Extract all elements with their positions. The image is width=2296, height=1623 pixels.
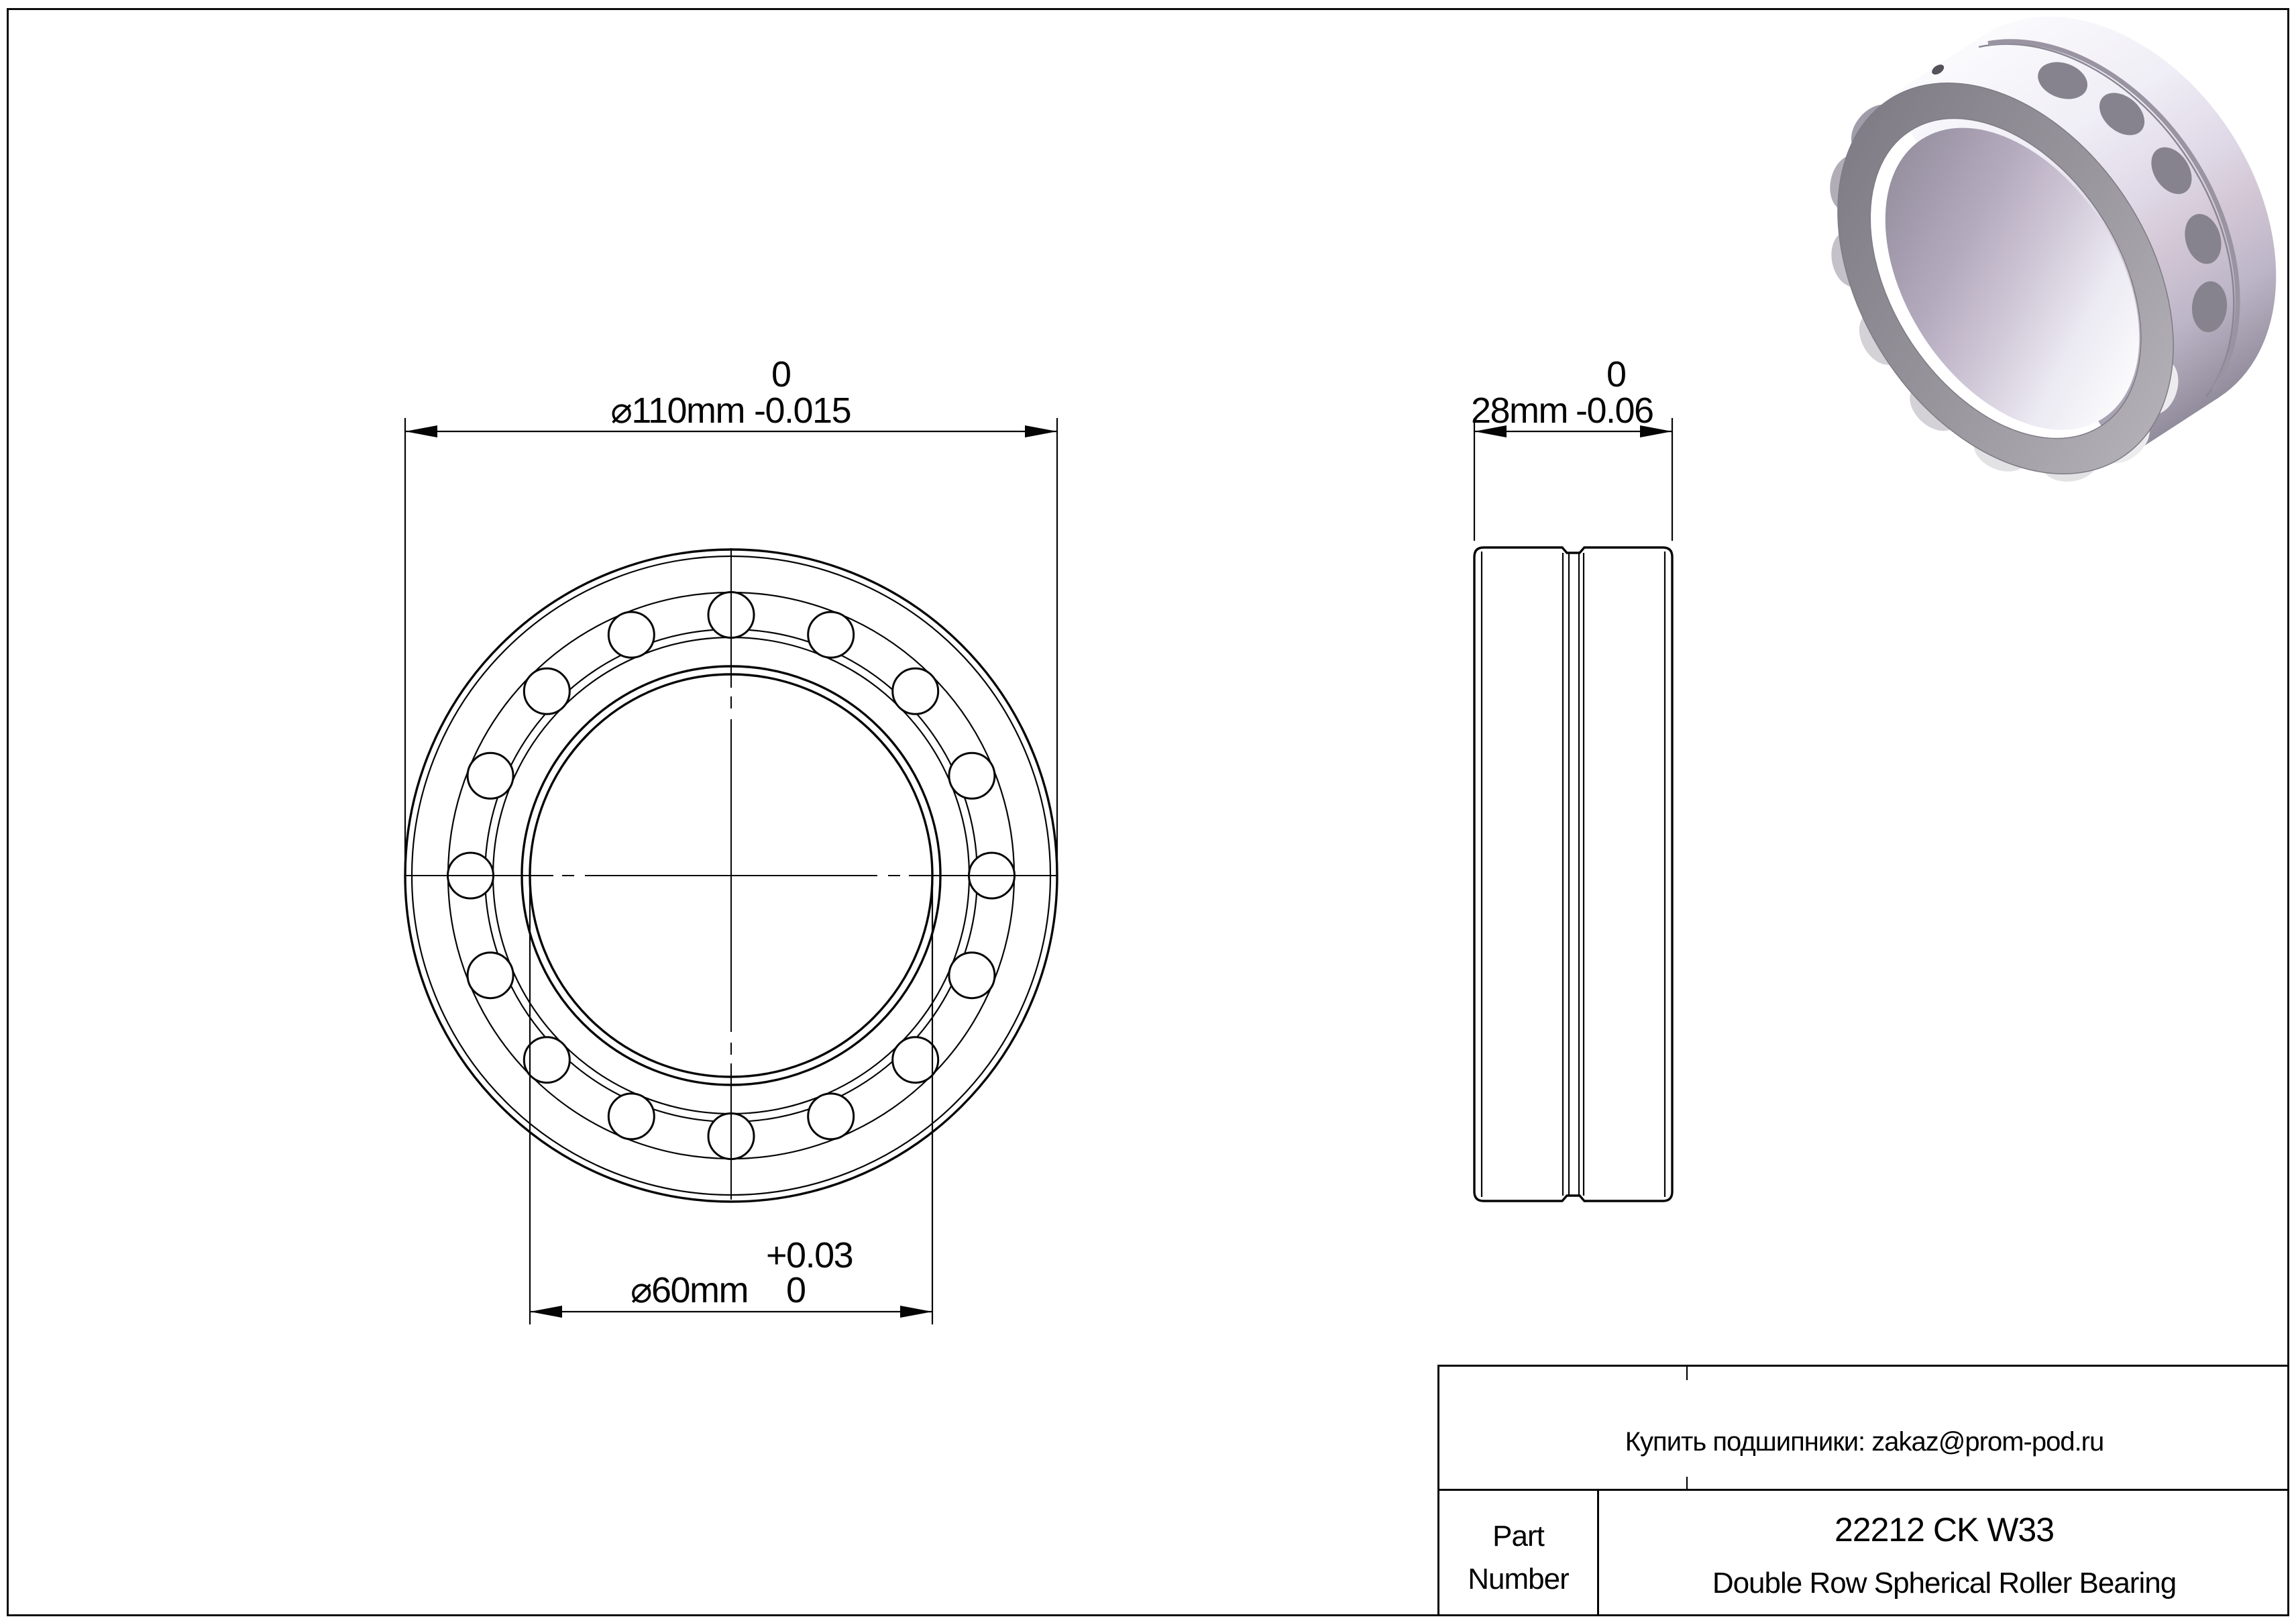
roller bbox=[808, 612, 854, 658]
tolerance-lower: -0.06 bbox=[1576, 390, 1653, 431]
roller bbox=[808, 1094, 854, 1139]
dimension-value: ⌀60mm bbox=[630, 1270, 748, 1310]
part-info-cell bbox=[1599, 1491, 2289, 1616]
front-view bbox=[405, 548, 1057, 1202]
bearing-3d-render bbox=[1752, 0, 2296, 551]
roller bbox=[893, 1037, 938, 1083]
tolerance-upper: 0 bbox=[1606, 354, 1626, 395]
side-view bbox=[1474, 547, 1672, 1201]
arrowhead-left bbox=[530, 1306, 562, 1318]
dimension-value: 28mm bbox=[1470, 390, 1568, 431]
roller bbox=[893, 668, 938, 714]
part-description: Double Row Spherical Roller Bearing bbox=[1712, 1566, 2177, 1600]
title-block bbox=[1437, 1365, 2289, 1616]
arrowhead-left bbox=[405, 425, 437, 437]
part-number-label: Part Number bbox=[1439, 1491, 1599, 1616]
roller bbox=[608, 612, 654, 658]
roller bbox=[524, 1037, 569, 1083]
roller bbox=[468, 953, 513, 998]
roller bbox=[949, 953, 995, 998]
title-block-bottom-row bbox=[1439, 1491, 2289, 1616]
side-view-outline bbox=[1474, 547, 1672, 1201]
roller bbox=[468, 753, 513, 798]
dimension-value: ⌀110mm bbox=[610, 390, 745, 431]
roller bbox=[608, 1094, 654, 1139]
roller bbox=[524, 668, 569, 714]
arrowhead-right bbox=[900, 1306, 932, 1318]
part-number-value: 22212 CK W33 bbox=[1834, 1510, 2055, 1549]
tolerance-upper: +0.03 bbox=[766, 1235, 853, 1275]
tolerance-upper: 0 bbox=[771, 354, 791, 395]
roller bbox=[949, 753, 995, 798]
contact-note: Купить подшипники: zakaz@prom-pod.ru bbox=[1439, 1367, 2289, 1491]
arrowhead-right bbox=[1025, 425, 1057, 437]
tolerance-lower: -0.015 bbox=[754, 390, 851, 431]
tolerance-lower: 0 bbox=[786, 1270, 806, 1310]
dimension-width bbox=[1471, 354, 1672, 541]
